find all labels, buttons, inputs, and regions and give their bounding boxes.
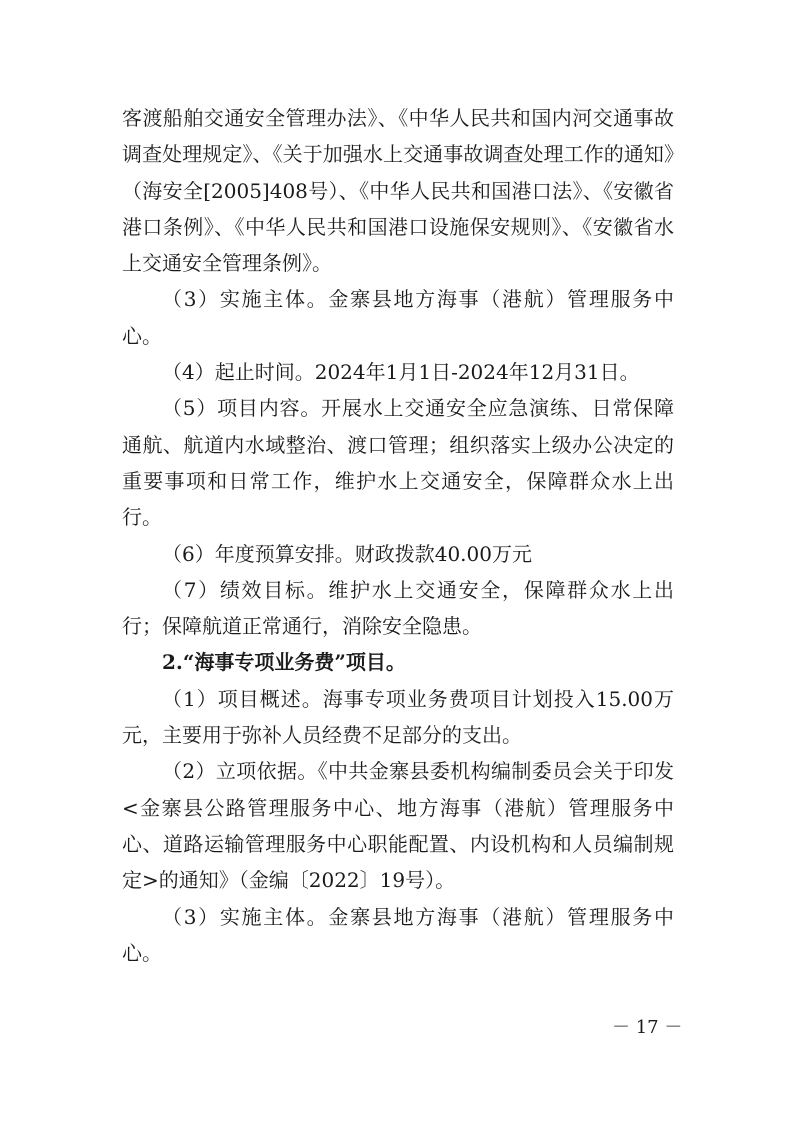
section-heading-maritime-project: 2.“海事专项业务费”项目。 (162, 650, 406, 675)
paragraph-start-end-time: （4）起止时间。2024年1月1日-2024年12月31日。 (162, 360, 640, 385)
paragraph-implementing-body-2: （3）实施主体。金寨县地方海事（港航）管理服务中心。 (122, 904, 674, 965)
paragraph-implementing-body: （3）实施主体。金寨县地方海事（港航）管理服务中心。 (122, 287, 674, 348)
paragraph-project-content: （5）项目内容。开展水上交通安全应急演练、日常保障通航、航道内水域整治、渡口管理；组织落实上级办公决定的重要事项和日常工作，维护水上交通安全，保障群众水上出行。 (122, 396, 674, 530)
paragraph-project-overview: （1）项目概述。海事专项业务费项目计划投入15.00万元，主要用于弥补人员经费不足部分的支出。 (122, 686, 674, 748)
page-number: － 17 － (612, 1017, 683, 1038)
document-body (122, 100, 674, 971)
paragraph-project-basis: （2）立项依据。《中共金寨县委机构编制委员会关于印发<金寨县公路管理服务中心、地方海事（港航）管理服务中心、道路运输管理服务中心职能配置、内设机构和人员编制规定>的通知》（金编〔2022〕19号）。 (122, 759, 674, 893)
paragraph-performance-goal: （7）绩效目标。维护水上交通安全，保障群众水上出行；保障航道正常通行，消除安全隐患。 (122, 577, 674, 639)
paragraph-annual-budget: （6）年度预算安排。财政拨款40.00万元 (162, 541, 532, 566)
paragraph-regulations-continued: 客渡船舶交通安全管理办法》、《中华人民共和国内河交通事故调查处理规定》、《关于加强水上交通事故调查处理工作的通知》（海安全[2005]408号）、《中华人民共和国港口法》、《安徽省港口条例》、《中华人民共和国港口设施保安规则》、《安徽省水上交通安全管理条例》。 (122, 106, 674, 276)
